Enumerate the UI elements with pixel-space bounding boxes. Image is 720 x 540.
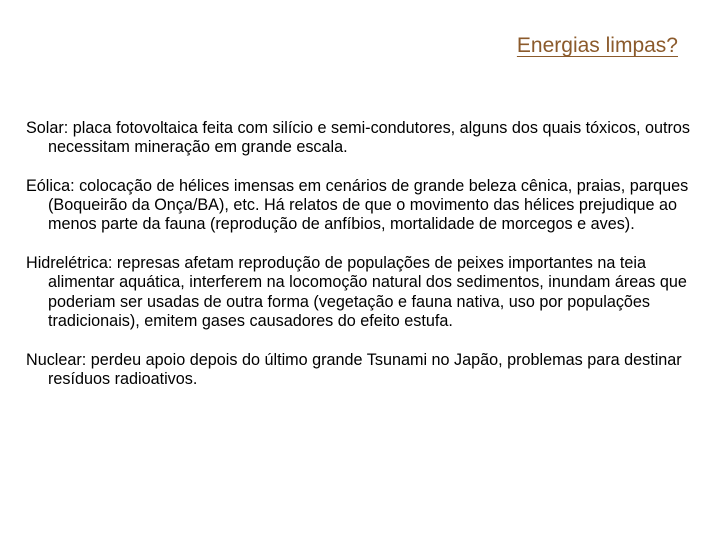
paragraph-eolica: Eólica: colocação de hélices imensas em cenários de grande beleza cênica, praias, parques (Boqueirão da Onça/BA), etc. Há relatos de que o movimento das hélices prejudique ao menos parte da fauna (reprodução de anfíbios, mortalidade de morcegos e aves). [26, 176, 689, 234]
paragraph-solar: Solar: placa fotovoltaica feita com silício e semi-condutores, alguns dos quais tóxicos, outros necessitam mineração em grande escala. [26, 119, 691, 157]
paragraph-nuclear: Nuclear: perdeu apoio depois do último grande Tsunami no Japão, problemas para destinar resíduos radioativos. [26, 350, 682, 388]
paragraph-hidreletrica: Hidrelétrica: represas afetam reprodução de populações de peixes importantes na teia alimentar aquática, interferem na locomoção natural dos sedimentos, inundam áreas que poderiam ser usadas de outra forma (vegetação e fauna nativa, uso por populações tradicionais), emitem gases causadores do efeito estufa. [26, 254, 687, 330]
slide-body [26, 119, 706, 408]
slide-title: Energias limpas? [516, 34, 678, 57]
